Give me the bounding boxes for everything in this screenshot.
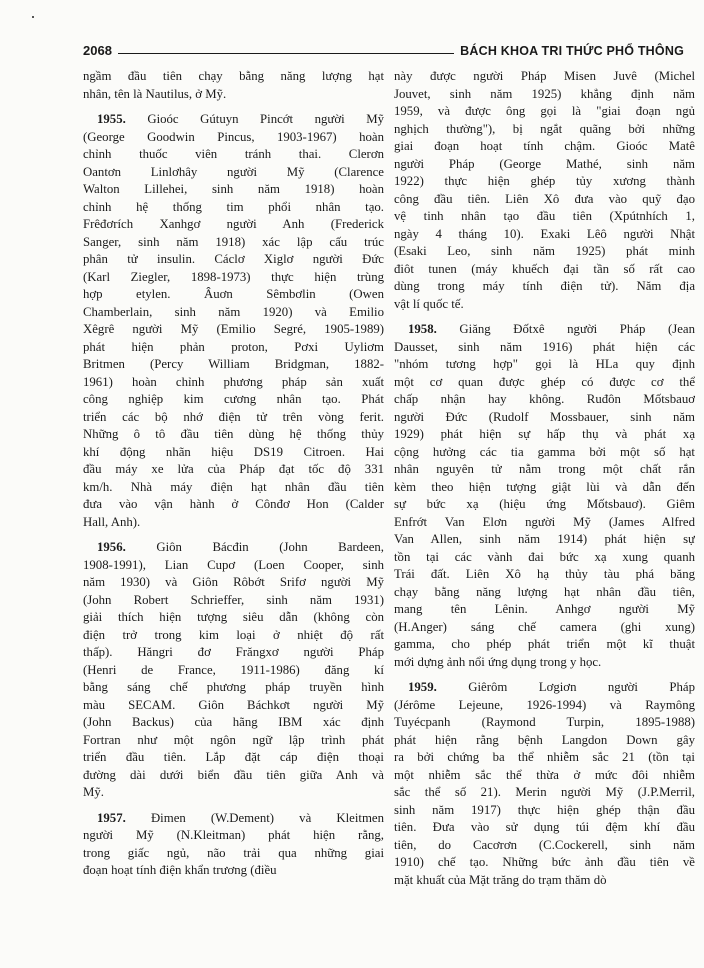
- line-text: người Mỹ (N.Kleitman) phát hiện rằng,: [83, 828, 384, 842]
- line-text: người Đức (Rudolf Mossbauer, sinh năm: [394, 409, 695, 424]
- line-text: Britmen (Percy William Bridgman, 1882-: [83, 357, 384, 371]
- text-line: [83, 164, 384, 182]
- text-line: [83, 539, 384, 557]
- text-line: [394, 356, 695, 374]
- line-text: Gioóc Gútuyn Pincớt người Mỹ: [147, 112, 384, 126]
- line-text: Trái đất. Liên Xô hạ thủy tàu phá băng: [394, 567, 695, 581]
- line-text: nhân nguyên tử nằm trong một chất rắn: [394, 462, 695, 476]
- line-text: (Jérôme Lejeune, 1926-1994) và Raymông: [394, 697, 695, 712]
- text-line: [394, 619, 695, 637]
- text-line: [394, 261, 695, 279]
- line-text: giai đoạn hoạt tính chậm. Gioóc Matê: [394, 139, 695, 153]
- entry-paragraph: [83, 539, 384, 802]
- text-line: [83, 845, 384, 863]
- text-line: [394, 444, 695, 462]
- line-text: (H.Anger) sáng chế camera (ghi xung): [394, 619, 695, 634]
- line-text: đưa vào vận hành ở Cônđơ Hon (Calder: [83, 497, 384, 511]
- line-text: thấp). Hăngri đơ Frăngxơ người Pháp: [83, 645, 384, 659]
- entry-year: 1956.: [97, 540, 126, 554]
- text-line: [83, 862, 384, 880]
- line-text: bằng sáng chế phương pháp truyền hình: [83, 680, 384, 694]
- line-text: điện trở trong kim loại ở nhiệt độ rất: [83, 627, 384, 642]
- line-text: Enfrớt Van Elơn người Mỹ (James Alfred: [394, 514, 695, 529]
- text-line: [83, 627, 384, 645]
- text-line: [394, 531, 695, 549]
- text-line: [394, 208, 695, 226]
- text-line: [83, 286, 384, 304]
- line-text: vật lí quốc tế.: [394, 296, 464, 311]
- text-line: [83, 111, 384, 129]
- line-text: tiên. Đưa vào sử dụng túi đệm khí đầu: [394, 820, 695, 834]
- line-text: (John Backus) của hãng IBM xác định: [83, 715, 384, 729]
- text-line: [394, 243, 695, 261]
- line-text: Những ô tô đầu tiên dùng hệ thống thủy: [83, 427, 384, 441]
- text-line: [394, 697, 695, 715]
- running-title: BÁCH KHOA TRI THỨC PHỔ THÔNG: [460, 44, 684, 58]
- line-text: Tuyécpanh (Raymond Turpin, 1895-1988): [394, 715, 695, 729]
- text-line: [394, 802, 695, 820]
- line-text: hợp etylen. Âuơn Sêmbơlin (Owen: [83, 287, 384, 301]
- line-text: Van Allen, sinh năm 1914) phát hiện sự: [394, 532, 695, 546]
- text-line: [394, 191, 695, 209]
- line-text: đoạn hoạt tính điện khẩn trương (điều: [83, 863, 277, 877]
- entry-year: 1957.: [97, 810, 126, 825]
- text-line: [394, 854, 695, 872]
- text-line: [394, 391, 695, 409]
- line-text: Frêđơrích Xanhgơ người Anh (Frederick: [83, 217, 384, 231]
- line-text: Giêrôm Lơgiơn người Pháp: [468, 680, 695, 694]
- right-column: [394, 68, 695, 889]
- line-text: Jouvet, sinh năm 1925) khẳng định năm: [394, 86, 695, 101]
- line-text: (Esaki Leo, sinh năm 1925) phát minh: [394, 244, 695, 258]
- text-line: [394, 339, 695, 357]
- text-line: [83, 339, 384, 357]
- text-line: [83, 592, 384, 610]
- text-line: [394, 496, 695, 514]
- line-text: sắc thể số 21). Merin người Mỹ (J.P.Merril,: [394, 785, 695, 799]
- text-line: [394, 173, 695, 191]
- text-line: [83, 251, 384, 269]
- text-line: [394, 784, 695, 802]
- line-text: 1922) thực hiện ghép tủy xương thành: [394, 174, 695, 188]
- text-line: [83, 514, 384, 532]
- text-line: [83, 374, 384, 392]
- text-line: [394, 767, 695, 785]
- text-line: [394, 374, 695, 392]
- line-text: Sanger, sinh năm 1918) xác lập cấu trúc: [83, 234, 384, 249]
- text-line: [83, 86, 384, 104]
- text-line: [83, 409, 384, 427]
- text-line: [83, 557, 384, 575]
- line-text: năm 1930) và Giôn Rôbớt Srifơ người Mỹ: [83, 575, 384, 589]
- text-line: [83, 234, 384, 252]
- line-text: vệ tinh nhân tạo đầu tiên (Xpútnhích 1,: [394, 209, 695, 223]
- text-line: [394, 601, 695, 619]
- text-line: [83, 129, 384, 147]
- text-line: [83, 146, 384, 164]
- text-line: [83, 827, 384, 845]
- text-line: [394, 872, 695, 890]
- line-text: sinh năm 1917) thực hiện ghép thận đầu: [394, 802, 695, 817]
- line-text: này được người Pháp Misen Juvê (Michel: [394, 69, 695, 83]
- text-line: [83, 496, 384, 514]
- line-text: km/h. Nhà máy điện hạt nhân đầu tiên: [83, 479, 384, 494]
- text-line: [83, 714, 384, 732]
- paragraph-gap: [83, 531, 384, 539]
- line-text: chấp nhận hay không. Ruđôn Mốtsbauơ: [394, 392, 695, 406]
- text-line: [394, 226, 695, 244]
- text-line: [394, 103, 695, 121]
- line-text: mới dựng ảnh nổi ứng dụng trong y học.: [394, 654, 602, 669]
- continued-paragraph: [394, 68, 695, 313]
- text-line: [394, 636, 695, 654]
- text-line: [394, 461, 695, 479]
- text-line: [83, 679, 384, 697]
- left-column: [83, 68, 384, 880]
- text-line: [394, 566, 695, 584]
- text-line: [394, 679, 695, 697]
- page-header: [83, 34, 684, 60]
- line-text: trong giấc ngủ, não trải qua những giai: [83, 845, 384, 860]
- text-line: [394, 514, 695, 532]
- text-line: [83, 391, 384, 409]
- continued-paragraph: [83, 68, 384, 103]
- line-text: gamma, cho phép phát triển một kĩ thuật: [394, 637, 695, 651]
- text-line: [83, 461, 384, 479]
- line-text: tiên, do Cacơrơn (C.Cockerell, sinh năm: [394, 837, 695, 852]
- line-text: công đầu tiên. Liên Xô đưa vào quỹ đạo: [394, 191, 695, 206]
- text-line: [83, 609, 384, 627]
- text-line: [83, 444, 384, 462]
- entry-paragraph: [83, 111, 384, 531]
- line-text: Walton Lillehei, sinh năm 1918) hoàn: [83, 182, 384, 196]
- line-text: Oantơn Linlơhây người Mỹ (Clarence: [83, 164, 384, 179]
- line-text: (John Robert Schrieffer, sinh năm 1931): [83, 592, 384, 607]
- line-text: 1910) chế tạo. Những bức ảnh đầu tiên về: [394, 855, 695, 869]
- line-text: dùng trong máy tính điện tử). Năm địa: [394, 279, 695, 293]
- line-text: ra bởi chứng ba thể nhiễm sắc 21 (tồn tại: [394, 750, 695, 764]
- line-text: 1929) phát hiện sự hấp thụ và phát xạ: [394, 427, 695, 441]
- text-line: [394, 321, 695, 339]
- text-line: [394, 68, 695, 86]
- line-text: kèm theo hiện tượng giật lùi và dẫn đến: [394, 479, 695, 494]
- text-line: [83, 304, 384, 322]
- text-line: [83, 269, 384, 287]
- text-line: [83, 697, 384, 715]
- text-line: [394, 837, 695, 855]
- text-line: [83, 426, 384, 444]
- line-text: triển đầu tiên. Lắp đặt cáp điện thoại: [83, 750, 384, 764]
- entry-paragraph: [394, 321, 695, 671]
- text-line: [83, 321, 384, 339]
- text-line: [394, 156, 695, 174]
- text-line: [394, 121, 695, 139]
- line-text: một cơ quan được ghép có được cơ thể: [394, 374, 695, 389]
- text-line: [394, 426, 695, 444]
- text-line: [83, 749, 384, 767]
- entry-paragraph: [394, 679, 695, 889]
- line-text: (Henri de France, 1911-1986) đăng kí: [83, 662, 384, 677]
- line-text: (George Goodwin Pincus, 1903-1967) hoàn: [83, 129, 384, 144]
- paragraph-gap: [394, 671, 695, 679]
- text-line: [83, 767, 384, 785]
- line-text: phân tử insulin. Cáclơ Xiglơ người Đức: [83, 252, 384, 266]
- text-line: [83, 784, 384, 802]
- line-text: điôt tunen (máy khuếch đại tần số rất cao: [394, 261, 695, 276]
- line-text: "nhóm tương hợp" gọi là HLa quy định: [394, 357, 695, 371]
- line-text: một nhiễm sắc thể thừa ở mức đôi nhiễm: [394, 767, 695, 782]
- line-text: 1959, và được ông gọi là "giai đoạn ngủ: [394, 104, 695, 118]
- line-text: chạy bằng năng lượng hạt nhân đầu tiên,: [394, 584, 695, 599]
- text-line: [83, 68, 384, 86]
- text-line: [83, 479, 384, 497]
- page-number: 2068: [83, 43, 112, 58]
- text-line: [394, 479, 695, 497]
- text-line: [394, 819, 695, 837]
- text-line: [394, 732, 695, 750]
- line-text: phát hiện phản proton, Pơxi Uyliơm: [83, 339, 384, 354]
- line-text: Đimen (W.Dement) và Kleitmen: [150, 810, 384, 825]
- line-text: Xêgrê người Mỹ (Emilio Segré, 1905-1989): [83, 322, 384, 336]
- line-text: Chamberlain, sinh năm 1920) và Emilio: [83, 304, 384, 319]
- paragraph-gap: [83, 103, 384, 111]
- line-text: 1961) hoàn chỉnh phương pháp sản xuất: [83, 374, 384, 389]
- line-text: triển các bộ nhớ điện tử trên vòng ferit.: [83, 409, 384, 424]
- paragraph-gap: [394, 313, 695, 321]
- line-text: nghịch thường"), bị ngắt quãng bởi những: [394, 121, 695, 136]
- text-line: [394, 749, 695, 767]
- text-line: [83, 644, 384, 662]
- line-text: màu SECAM. Giôn Báchkơt người Mỹ: [83, 697, 384, 712]
- line-text: cộng hưởng các tia gamma bởi một số hạt: [394, 444, 695, 459]
- line-text: Mỹ.: [83, 785, 104, 799]
- entry-paragraph: [83, 810, 384, 880]
- entry-year: 1959.: [408, 680, 437, 694]
- text-line: [83, 181, 384, 199]
- header-rule: [118, 53, 454, 54]
- entry-year: 1958.: [408, 322, 437, 336]
- text-line: [83, 216, 384, 234]
- text-line: [394, 138, 695, 156]
- text-line: [394, 549, 695, 567]
- text-line: [394, 654, 695, 672]
- line-text: công nghiệp kim cương nhân tạo. Phát: [83, 392, 384, 406]
- line-text: mặt khuất của Mặt trăng do trạm thăm dò: [394, 872, 607, 887]
- line-text: đường dài dưới biển đầu tiên giữa Anh và: [83, 767, 384, 782]
- line-text: phát hiện rằng bệnh Langdon Down gây: [394, 732, 695, 747]
- text-line: [83, 810, 384, 828]
- line-text: sự bức xạ (hiệu ứng Mốtsbauơ). Giêm: [394, 497, 695, 511]
- text-line: [83, 199, 384, 217]
- text-line: [394, 296, 695, 314]
- paragraph-gap: [83, 802, 384, 810]
- line-text: mang tên Lênin. Anhgơ người Mỹ: [394, 602, 695, 616]
- text-line: [394, 86, 695, 104]
- line-text: đầu máy xe lửa của Pháp đạt tốc độ 331: [83, 462, 384, 476]
- line-text: (Karl Ziegler, 1898-1973) thực hiện trùng: [83, 269, 384, 284]
- scan-speck: [32, 16, 34, 18]
- line-text: tồn tại các vành đai bức xạ xung quanh: [394, 549, 695, 564]
- entry-year: 1955.: [97, 112, 126, 126]
- line-text: người Pháp (George Mathé, sinh năm: [394, 156, 695, 171]
- text-line: [83, 574, 384, 592]
- line-text: 1908-1991), Lian Cupơ (Loen Cooper, sinh: [83, 557, 384, 572]
- text-line: [394, 714, 695, 732]
- text-line: [394, 278, 695, 296]
- text-line: [83, 356, 384, 374]
- line-text: nhân, tên là Nautilus, ở Mỹ.: [83, 86, 227, 101]
- line-text: Giôn Bácđin (John Bardeen,: [156, 540, 384, 554]
- text-line: [83, 662, 384, 680]
- line-text: ngầm đầu tiên chạy bằng năng lượng hạt: [83, 69, 384, 83]
- line-text: Hall, Anh).: [83, 514, 141, 529]
- line-text: chỉnh hệ thống tim phổi nhân tạo.: [83, 199, 384, 214]
- text-line: [394, 409, 695, 427]
- line-text: giải thích hiện tượng siêu dẫn (không còn: [83, 610, 384, 624]
- line-text: Giăng Đốtxê người Pháp (Jean: [459, 322, 695, 336]
- line-text: Dausset, sinh năm 1916) phát hiện các: [394, 339, 695, 354]
- text-line: [394, 584, 695, 602]
- line-text: ngày 4 tháng 10). Exaki Lêô người Nhật: [394, 226, 695, 241]
- line-text: khí động nhãn hiệu DS19 Citroen. Hai: [83, 444, 384, 459]
- line-text: Fortran như một ngôn ngữ lập trình phát: [83, 732, 384, 747]
- text-line: [83, 732, 384, 750]
- line-text: chỉnh thuốc viên tránh thai. Clerơn: [83, 147, 384, 161]
